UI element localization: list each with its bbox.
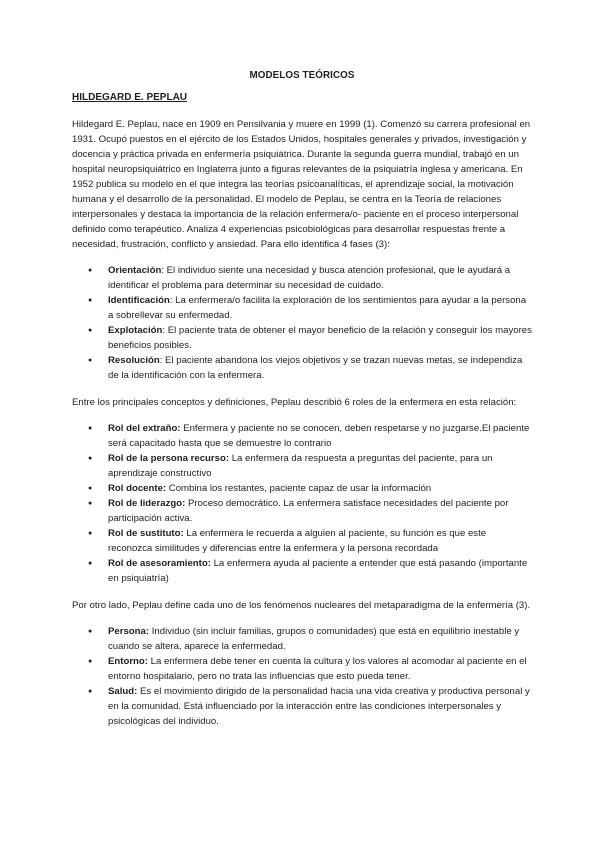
list-item [72,263,532,293]
list-term: Rol de sustituto: [108,528,184,539]
list-term: Rol del extraño: [108,423,181,434]
list-term: Salud: [108,686,138,697]
list-text: La enfermera le recuerda a alguien al paciente, su función es que este reconozca similitudes y diferencias entre la enfermera y la persona recordada [108,528,487,554]
list-item [72,496,532,526]
roles-list [72,421,532,586]
list-text: Proceso democrático. La enfermera satisface necesidades del paciente por participación activa. [108,498,509,524]
list-text: : El paciente trata de obtener el mayor beneficio de la relación y conseguir los mayores beneficios posibles. [108,325,532,351]
list-item [72,556,532,586]
list-item [72,421,532,451]
phases-list [72,263,532,383]
list-term: Rol de la persona recurso: [108,453,230,464]
metaparadigm-list [72,624,532,729]
list-term: Rol de liderazgo: [108,498,186,509]
roles-intro-paragraph: Entre los principales conceptos y definiciones, Peplau describió 6 roles de la enfermera en esta relación: [72,397,517,408]
section-heading: HILDEGARD E. PEPLAU [72,92,188,103]
list-item [72,654,532,684]
list-item [72,323,532,353]
list-term: Rol de asesoramiento: [108,558,211,569]
list-item [72,526,532,556]
list-text: : El individuo siente una necesidad y busca atención profesional, que le ayudará a identificar el problema para determinar su necesidad de cuidado. [108,265,511,291]
document-title: MODELOS TEÓRICOS [249,70,355,81]
list-text: Individuo (sin incluir familias, grupos o comunidades) que está en equilibrio inestable y cuando se altera, aparece la enfermedad. [108,626,520,652]
list-term: Rol docente: [108,483,167,494]
list-term: Orientación [108,265,162,276]
list-text: : La enfermera/o facilita la exploración de los sentimientos para ayudar a la persona a sobrellevar su enfermedad. [108,295,527,321]
list-term: Identificación [108,295,170,306]
list-text: La enfermera ayuda al paciente a entender que está pasando (importante en psiquiatría) [108,558,528,584]
list-text: La enfermera debe tener en cuenta la cultura y los valores al acomodar al paciente en el entorno hospitalario, pero no trata las influencias que esto pueda tener. [108,656,527,682]
list-term: Entorno: [108,656,148,667]
intro-paragraph: Hildegard E. Peplau, nace en 1909 en Pensilvania y muere en 1999 (1). Comenzó su carrera profesional en 1931. Ocupó puestos en el ejército de los Estados Unidos, hospitales generales y privados, investigación y docencia y práctica privada en enfermería psiquiátrica. Durante la segunda guerra mundial, trabajó en un hospital neuropsiquiátrico en Inglaterra junto a figuras relevantes de la psiquiatría inglesa y americana. En 1952 publica su modelo en el que integra las teorías psicoanalíticas, el aprendizaje social, la motivación humana y el desarrollo de la personalidad. El modelo de Peplau, se centra en la Teoría de relaciones interpersonales y destaca la importancia de la relación enfermera/o- paciente en el proceso interpersonal definido como terapéutico. Analiza 4 experiencias psicobiológicas para desarrollar respuestas frente a necesidad, frustración, conflicto y ansiedad. Para ello identifica 4 fases (3): [72,119,531,250]
list-item [72,293,532,323]
document-page [72,68,532,741]
list-item [72,451,532,481]
list-text: La enfermera da respuesta a preguntas del paciente, para un aprendizaje constructivo [108,453,493,479]
list-text: Enfermera y paciente no se conocen, deben respetarse y no juzgarse.El paciente será capacitado hasta que se demuestre lo contrario [108,423,530,449]
list-text: Combina los restantes, paciente capaz de usar la información [166,483,432,494]
list-item [72,684,532,729]
metaparadigm-intro-paragraph: Por otro lado, Peplau define cada uno de los fenómenos nucleares del metaparadigma de la enfermería (3). [72,600,531,611]
list-item [72,481,532,496]
list-term: Persona: [108,626,150,637]
list-item [72,353,532,383]
list-text: : El paciente abandona los viejos objetivos y se trazan nuevas metas, se independiza de la identificación con la enfermera. [108,355,523,381]
list-text: Es el movimiento dirigido de la personalidad hacia una vida creativa y productiva personal y en la comunidad. Está influenciado por la interacción entre las condiciones interpersonales y psicológicas del individuo. [108,686,530,727]
list-item [72,624,532,654]
list-term: Explotación [108,325,163,336]
list-term: Resolución [108,355,160,366]
